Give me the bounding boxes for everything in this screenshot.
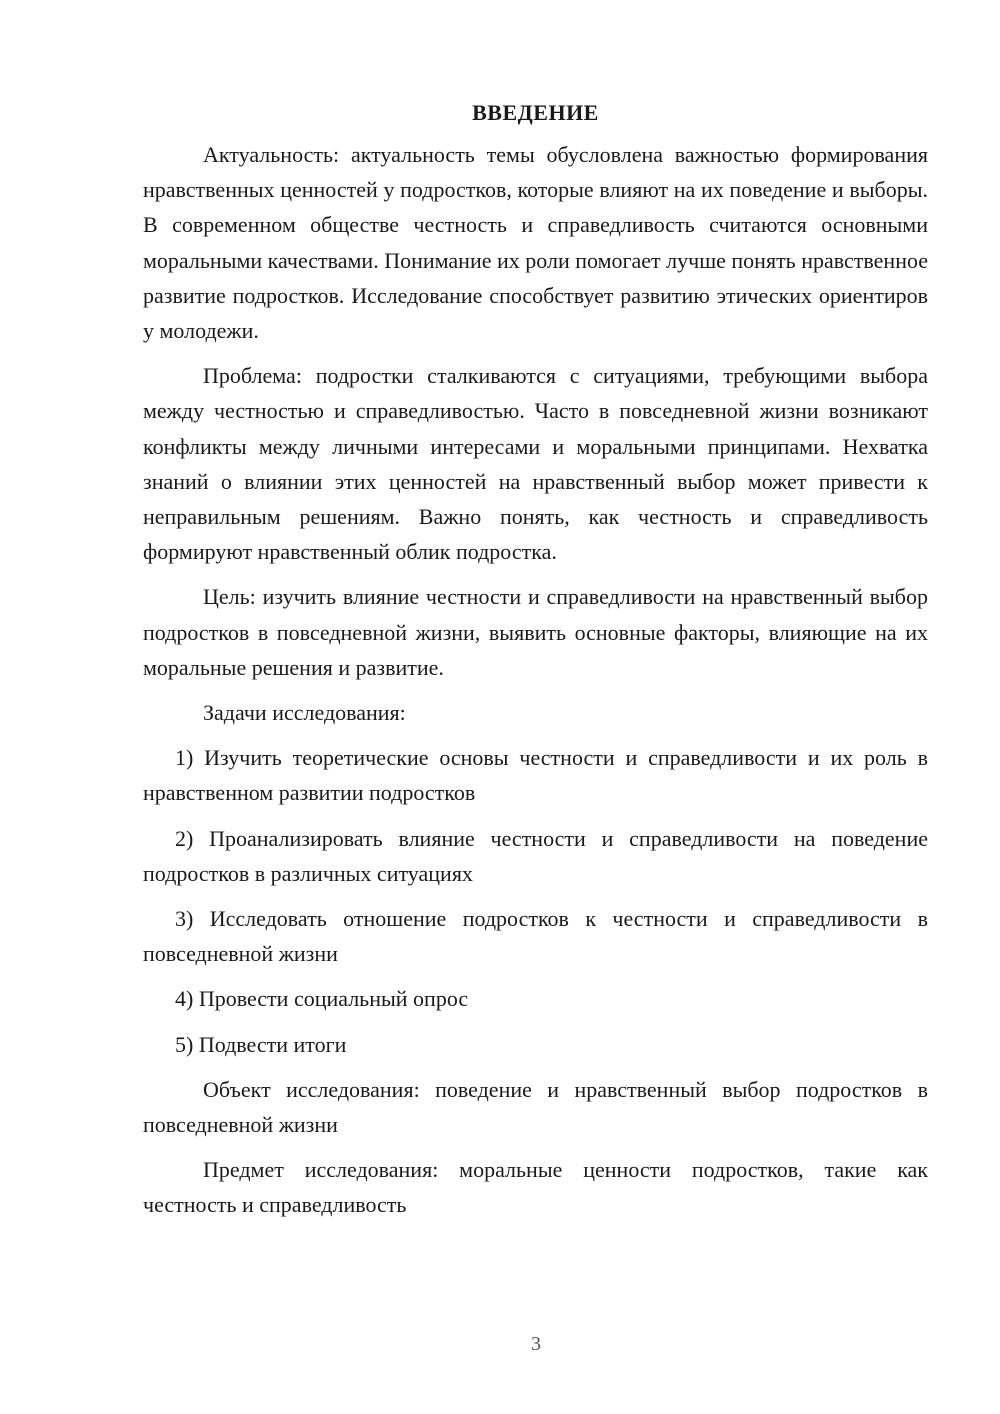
task-item-5: 5) Подвести итоги	[175, 1031, 347, 1057]
page-title: ВВЕДЕНИЕ	[472, 100, 599, 125]
task-item-4: 4) Провести социальный опрос	[175, 986, 469, 1012]
paragraph-goal: Цель: изучить влияние честности и справедливости на нравственный выбор подростков в повседневной жизни, выявить основные факторы, влияющие на их моральные решения и развитие.	[143, 584, 928, 680]
paragraph-object: Объект исследования: поведение и нравственный выбор подростков в повседневной жизни	[143, 1076, 928, 1138]
page-number: 3	[531, 1333, 541, 1355]
task-item-2: 2) Проанализировать влияние честности и справедливости на поведение подростков в различных ситуациях	[143, 825, 928, 886]
task-item-3: 3) Исследовать отношение подростков к честности и справедливости в повседневной жизни	[143, 906, 928, 967]
paragraph-relevance: Актуальность: актуальность темы обусловлена важностью формирования нравственных ценностей у подростков, которые влияют на их поведение и выборы. В современном обществе честность и справедливость считаются основными моральными качествами. Понимание их роли помогает лучше понять нравственное развитие подростков. Исследование способствует развитию этических ориентиров у молодежи.	[143, 142, 928, 344]
page-content	[143, 95, 928, 1233]
paragraph-subject: Предмет исследования: моральные ценности подростков, такие как честность и справедливость	[143, 1157, 928, 1218]
tasks-heading: Задачи исследования:	[203, 700, 406, 726]
paragraph-problem: Проблема: подростки сталкиваются с ситуациями, требующими выбора между честностью и справедливостью. Часто в повседневной жизни возникают конфликты между личными интересами и моральными принципами. Нехватка знаний о влиянии этих ценностей на нравственный выбор может привести к неправильным решениям. Важно понять, как честность и справедливость формируют нравственный облик подростка.	[143, 363, 928, 565]
task-item-1: 1) Изучить теоретические основы честности и справедливости и их роль в нравственном развитии подростков	[143, 745, 928, 806]
